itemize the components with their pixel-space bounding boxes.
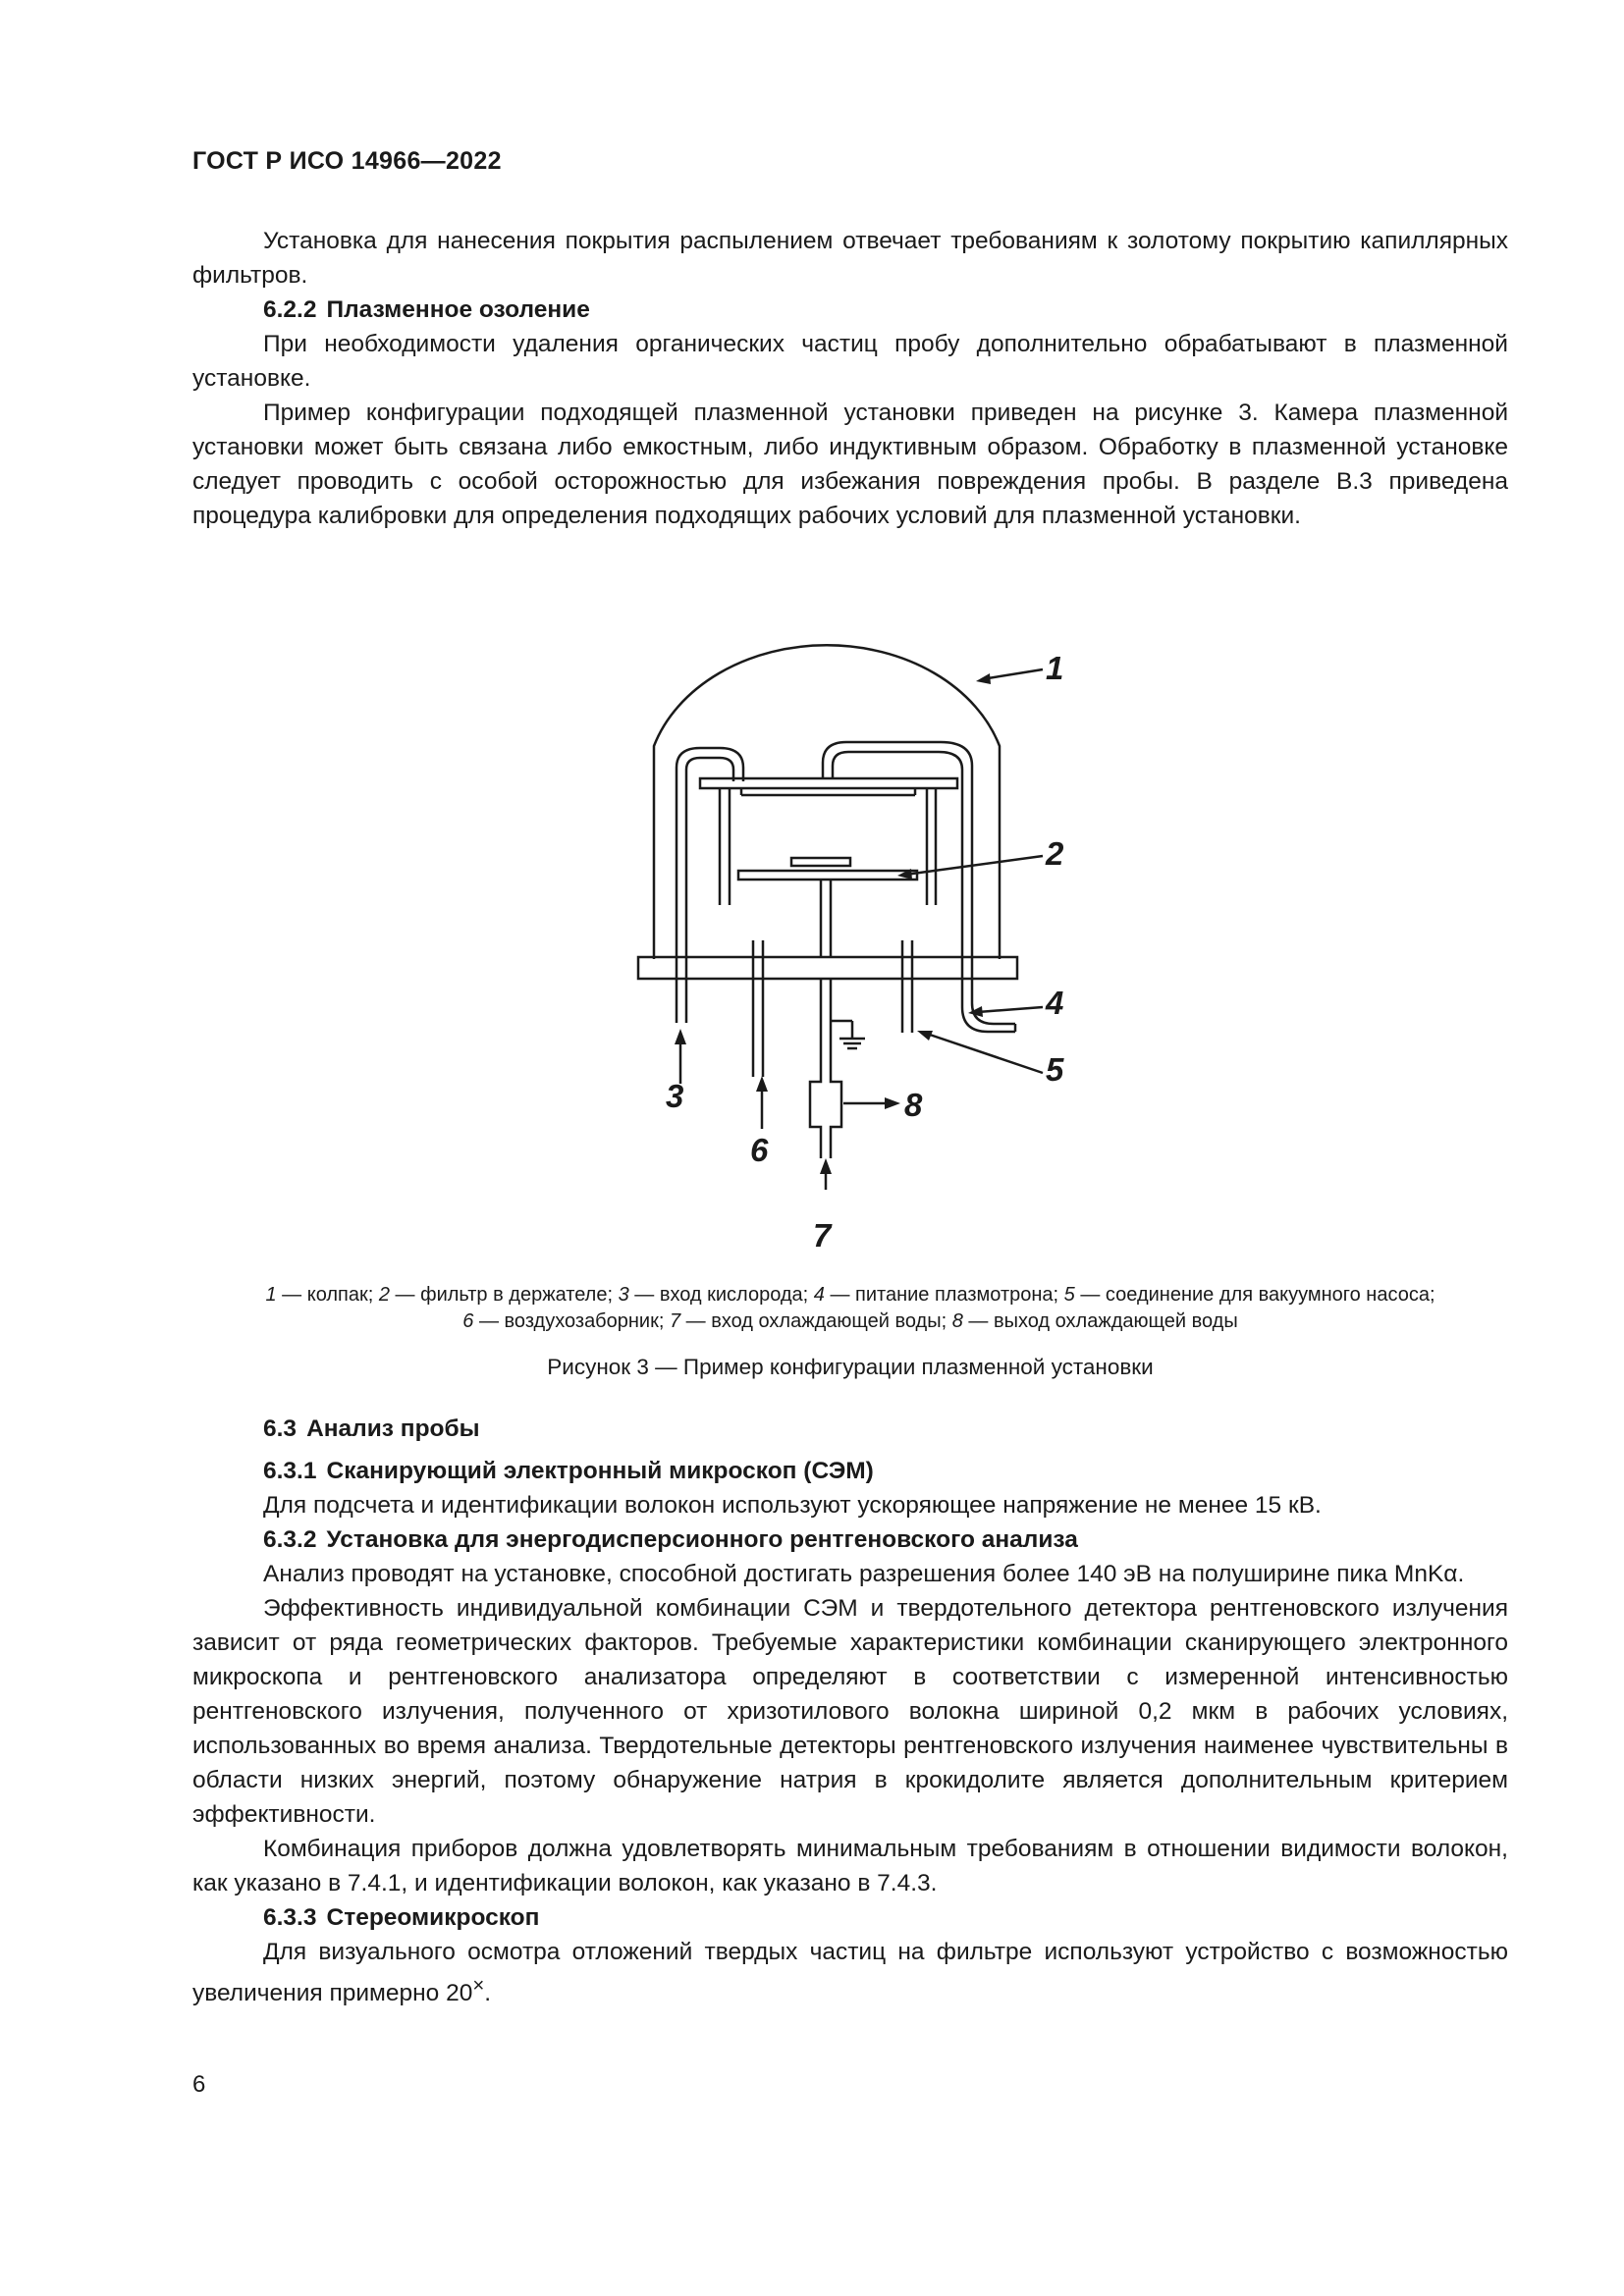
leader-1 (982, 669, 1043, 679)
cooling-water-line (810, 979, 821, 1158)
figure-legend (192, 1282, 1508, 1335)
magnification-superscript: × (472, 1975, 485, 1997)
bell-jar-outline (654, 645, 1000, 959)
plasma-torch-feed (823, 742, 1015, 1024)
paragraph: Анализ проводят на установке, способной достигать разрешения более 140 эВ на полуширине пика MnKα. (263, 1561, 1465, 1587)
section-heading-6-3-3: 6.3.3 Стереомикроскоп (263, 1904, 540, 1931)
figure-label-1: 1 (1046, 650, 1064, 686)
paragraph: Для подсчета и идентификации волокон используют ускоряющее напряжение не менее 15 кВ. (263, 1492, 1322, 1519)
leader-5 (924, 1033, 1043, 1073)
text-block-bottom (192, 1412, 1508, 2010)
figure-label-4: 4 (1046, 985, 1064, 1021)
paragraph: Пример конфигурации подходящей плазменной установки приведен на рисунке 3. Камера плазменной установки может быть связана либо емкостным, либо индуктивным образом. Обработку в плазменной установке следует проводить с особой осторожностью для избежания повреждения пробы. В разделе В.3 приведена процедура калибровки для определения подходящих рабочих условий для плазменной установки. (192, 400, 1508, 529)
paragraph: При необходимости удаления органических частиц пробу дополнительно обрабатывают в плазменной установке. (192, 331, 1508, 392)
electrode-plate (700, 778, 957, 788)
base-plate (638, 957, 1017, 979)
paragraph: Установка для нанесения покрытия распылением отвечает требованиям к золотому покрытию капиллярных фильтров. (192, 228, 1508, 289)
legend-line-1: 1 — колпак; 2 — фильтр в держателе; 3 — вход кислорода; 4 — питание плазмотрона; 5 — соединение для вакуумного насоса; (265, 1284, 1435, 1306)
figure-label-2: 2 (1046, 835, 1064, 872)
filter (791, 858, 850, 866)
page-number: 6 (192, 2071, 206, 2098)
figure-label-3: 3 (666, 1078, 684, 1114)
section-heading-6-3-1: 6.3.1 Сканирующий электронный микроскоп (СЭМ) (263, 1458, 874, 1484)
figure-label-5: 5 (1046, 1051, 1064, 1088)
figure-label-8: 8 (904, 1087, 923, 1123)
filter-holder (738, 871, 917, 880)
legend-line-2: 6 — воздухозаборник; 7 — вход охлаждающей воды; 8 — выход охлаждающей воды (462, 1310, 1238, 1332)
section-heading-6-3-2: 6.3.2 Установка для энергодисперсионного рентгеновского анализа (263, 1526, 1078, 1553)
document-header: ГОСТ Р ИСО 14966—2022 (192, 147, 502, 175)
paragraph: Комбинация приборов должна удовлетворять минимальным требованиям в отношении видимости волокон, как указано в 7.4.1, и идентификации волокон, как указано в 7.4.3. (192, 1836, 1508, 1896)
figure-label-6: 6 (750, 1132, 769, 1168)
paragraph: Эффективность индивидуальной комбинации СЭМ и твердотельного детектора рентгеновского излучения зависит от ряда геометрических факторов. Требуемые характеристики комбинации сканирующего электронного микроскопа и рентгеновского анализатора определяют в соответствии с измеренной интенсивностью рентгеновского излучения, полученного от хризотилового волокна шириной 0,2 мкм в рабочих условиях, использованных во время анализа. Твердотельные детекторы рентгеновского излучения наименее чувствительны в области низких энергий, поэтому обнаружение натрия в крокидолите является дополнительным критерием эффективности. (192, 1595, 1508, 1828)
section-heading-6-2-2: 6.2.2 Плазменное озоление (263, 296, 590, 323)
section-heading-6-3: 6.3 Анализ пробы (263, 1415, 480, 1442)
leader-4 (978, 1007, 1043, 1012)
figure-label-7: 7 (813, 1217, 832, 1254)
paragraph: Для визуального осмотра отложений твердых частиц на фильтре используют устройство с возможностью увеличения примерно 20×. (192, 1939, 1508, 2007)
figure-caption: Рисунок 3 — Пример конфигурации плазменной установки (547, 1355, 1154, 1379)
